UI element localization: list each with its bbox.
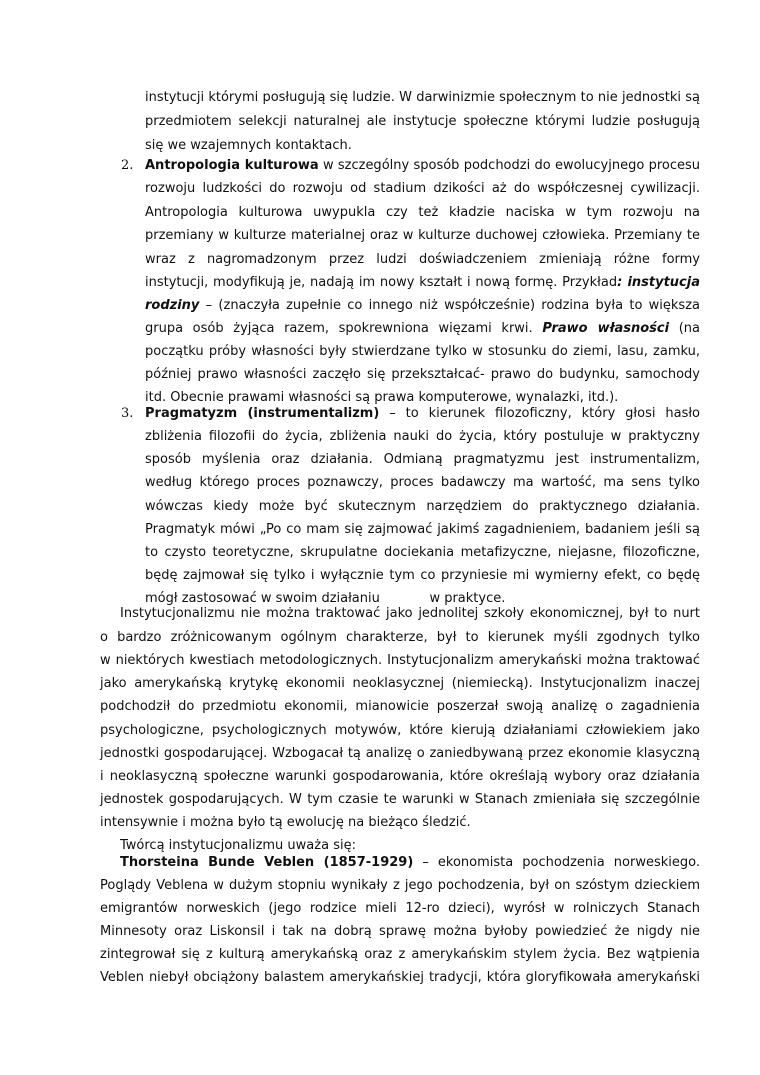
text-line: mógł zastosować w swoim działaniu w praktyce.	[145, 591, 506, 606]
text-line: intensywnie i można było tą ewolucję na bieżąco śledzić.	[100, 815, 471, 830]
text-span: w szczególny sposób podchodzi do ewolucyjnego procesu	[318, 158, 700, 173]
text-line: później prawo własności zaczęło się przekształcać- prawo do budynku, samochody	[145, 367, 700, 382]
text-line: wówczas kiedy może być skutecznym narzędziem do praktycznego działania.	[145, 499, 700, 514]
text-line: Minnesoty oraz Liskonsil i tak na dobrą sprawę można byłoby powiedzieć że nigdy nie	[100, 924, 700, 939]
emphasized-text: rodziny	[145, 298, 200, 313]
text-line: i neoklasyczną społeczne warunki gospodarowania, które określają wybory oraz działania	[100, 769, 700, 784]
text-line: itd. Obecnie prawami własności są prawa komputerowe, wynalazki, itd.).	[145, 390, 619, 405]
text-line: przemiany w kulturze materialnej oraz w kulturze duchowej człowieka. Przemiany te	[145, 228, 700, 243]
text-line: Pragmatyk mówi „Po co mam się zajmować jakimś zagadnieniem, badaniem jeśli są	[145, 522, 700, 537]
text-line: sposób myślenia oraz działania. Odmianą pragmatyzmu jest instrumentalizm,	[145, 452, 700, 467]
text-line	[145, 156, 700, 176]
text-line: według którego proces poznawczy, proces badawczy ma wartość, ma sens tylko	[145, 475, 700, 490]
emphasized-text: Antropologia kulturowa	[145, 158, 319, 173]
text-line: Twórcą instytucjonalizmu uważa się:	[120, 838, 356, 853]
text-line: zintegrował się z kulturą amerykańską oraz z amerykańskim stylem życia. Bez wątpienia	[100, 947, 700, 962]
text-line: instytucji którymi posługują się ludzie. W darwinizmie społecznym to nie jednostki są	[145, 90, 700, 105]
text-line: jednostek gospodarujących. W tym czasie te warunki w Stanach zmieniała się szczególnie	[100, 792, 700, 807]
text-line: jako amerykańską krytykę ekonomii neoklasycznej (niemiecką). Instytucjonalizm inaczej	[100, 676, 700, 691]
emphasized-text: Thorsteina Bunde Veblen (1857-1929)	[120, 855, 414, 870]
text-line	[145, 404, 700, 424]
text-line: jednostki gospodarującej. Wzbogacał tą analizę o zaniedbywaną przez ekonomie klasyczną	[100, 746, 700, 761]
text-line: będę zajmował się tylko i wyłącznie tym co przyniesie mi wymierny efekt, co będę	[145, 568, 700, 583]
text-line: rozwoju ludzkości do rozwoju od stadium dzikości aż do współczesnej cywilizacji.	[145, 181, 700, 196]
emphasized-text: : instytucja	[617, 275, 700, 290]
text-span: – to kierunek filozoficzny, który głosi hasło	[379, 406, 701, 421]
text-line: w niektórych kwestiach metodologicznych. Instytucjonalizm amerykański można traktować	[100, 653, 700, 668]
text-line	[145, 273, 700, 293]
text-line: psychologiczne, psychologicznych motywów, które kierują działaniami człowiekiem jako	[100, 723, 700, 738]
text-line: przedmiotem selekcji naturalnej ale instytucje społeczne którymi ludzie posługują	[145, 114, 700, 129]
emphasized-text: Pragmatyzm (instrumentalizm)	[145, 406, 380, 421]
text-line	[145, 296, 700, 316]
text-span: (na	[669, 321, 700, 336]
text-line: początku próby własności były stwierdzane tylko w stosunku do ziemi, lasu, zamku,	[145, 344, 700, 359]
text-line: Antropologia kulturowa uwypukla czy też kładzie naciska w tym rozwoju na	[145, 205, 700, 220]
text-line: Veblen niebył obciążony balastem amerykańskiej tradycji, która gloryfikowała amerykański	[100, 970, 700, 985]
text-span: instytucji, modyfikują je, nadają im nowy kształt i nową formę. Przykład	[145, 275, 618, 290]
text-line: o bardzo zróżnicowanym ogólnym charakterze, był to kierunek myśli zgodnych tylko	[100, 630, 700, 645]
text-line: Instytucjonalizmu nie można traktować jako jednolitej szkoły ekonomicznej, był to nurt	[120, 606, 700, 621]
text-span: grupa osób żyjąca razem, spokrewniona więzami krwi.	[145, 321, 543, 336]
text-line: wraz z nagromadzonym przez ludzi doświadczeniem zmieniają różne formy	[145, 252, 700, 267]
text-line: to czysto teoretyczne, skrupulatne dociekania metafizyczne, niejasne, filozoficzne,	[145, 545, 700, 560]
text-line: zbliżenia filozofii do życia, zbliżenia nauki do życia, który postuluje w praktyczny	[145, 429, 700, 444]
list-number: 2.	[121, 158, 134, 173]
emphasized-text: Prawo własności	[542, 321, 670, 336]
text-line	[145, 319, 700, 339]
text-line	[120, 853, 700, 873]
list-number: 3.	[121, 406, 134, 421]
text-line: się we wzajemnych kontaktach.	[145, 138, 352, 153]
text-line: podchodził do przedmiotu ekonomii, mianowicie poszerzał swoją analizę o zagadnienia	[100, 699, 700, 714]
text-span: – (znaczyła zupełnie co innego niż współcześnie) rodzina była to większa	[199, 298, 700, 313]
text-line: emigrantów norweskich (jego rodzice mieli 12-ro dzieci), wyrósł w rolniczych Stanach	[100, 901, 700, 916]
text-span: – ekonomista pochodzenia norweskiego.	[413, 855, 700, 870]
text-line: Poglądy Veblena w dużym stopniu wynikały z jego pochodzenia, był on szóstym dzieckiem	[100, 878, 700, 893]
